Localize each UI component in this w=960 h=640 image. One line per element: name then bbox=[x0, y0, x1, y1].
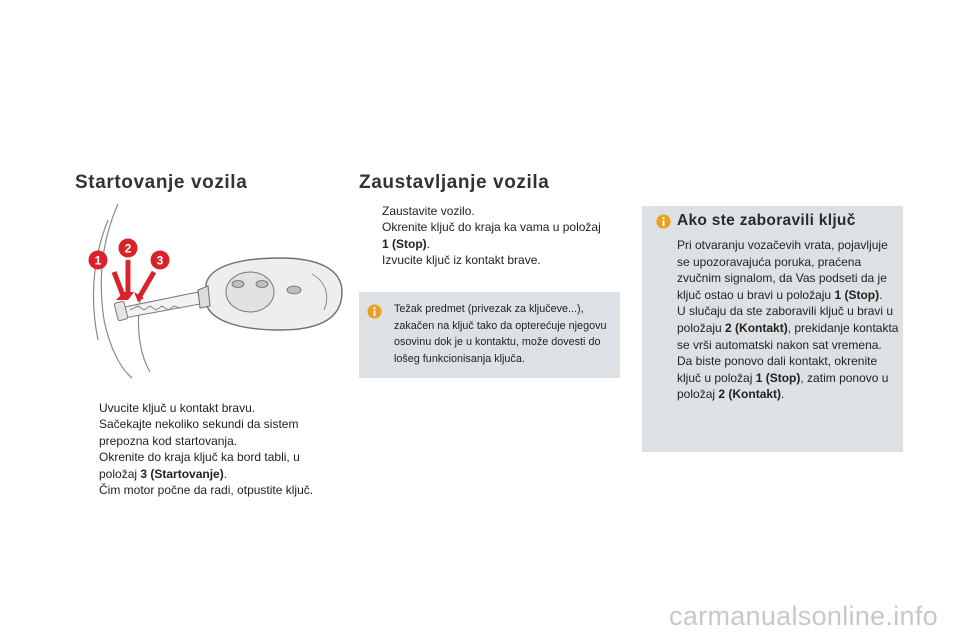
panel-p2-bold: 2 (Kontakt) bbox=[725, 320, 788, 335]
heavy-object-note bbox=[359, 292, 620, 378]
list-item-text-bold: 3 (Startovanje) bbox=[140, 466, 224, 481]
list-item-text: Izvucite ključ iz kontakt brave. bbox=[382, 253, 541, 268]
section-title-stopping: Zaustavljanje vozila bbox=[359, 172, 550, 193]
panel-p3-post: . bbox=[781, 387, 785, 402]
panel-body bbox=[677, 237, 899, 403]
list-item-text: Uvucite ključ u kontakt bravu. Sačekajte nekoliko sekundi da sistem prepozna kod startovanja. bbox=[99, 401, 299, 448]
panel-p3-bold: 1 (Stop) bbox=[755, 370, 801, 385]
panel-p1-post: . bbox=[879, 287, 883, 302]
list-item-text: Čim motor počne da radi, otpustite ključ. bbox=[99, 483, 314, 498]
panel-p3-bold2: 2 (Kontakt) bbox=[718, 387, 782, 402]
list-item bbox=[76, 400, 326, 449]
key-ignition-illustration bbox=[80, 200, 350, 380]
forgotten-key-panel bbox=[642, 206, 903, 452]
step-label-2: 2 bbox=[124, 241, 132, 256]
info-icon bbox=[656, 214, 671, 229]
list-item-text-bold: 1 (Stop) bbox=[382, 236, 427, 251]
list-item bbox=[359, 252, 609, 268]
list-item bbox=[359, 219, 609, 252]
list-item-text: Zaustavite vozilo. bbox=[382, 204, 475, 218]
arrow-step-3 bbox=[134, 251, 170, 303]
list-item bbox=[76, 482, 326, 498]
panel-p1-pre: Pri otvaranju vozačevih vrata, pojavljuje se upozoravajuća poruka, praćena zvučnim signalom, da Vas podseti da je ključ ostao u bravi u položaju bbox=[677, 238, 888, 302]
section-title-starting: Startovanje vozila bbox=[75, 172, 248, 193]
info-icon bbox=[367, 304, 382, 319]
panel-title: Ako ste zaboravili ključ bbox=[677, 212, 856, 229]
step-label-3: 3 bbox=[156, 253, 164, 268]
starting-steps-list bbox=[76, 400, 326, 498]
list-item bbox=[76, 449, 326, 482]
panel-p2-pre: U slučaju da ste zaboravili ključ u bravi u položaju bbox=[677, 304, 894, 335]
stopping-steps-list bbox=[359, 203, 609, 269]
note-text: Težak predmet (privezak za ključeve...), zakačen na ključ tako da opterećuje njegovu osovinu dok je u kontaktu, može dovesti do lošeg funkcionisanja ključa. bbox=[394, 303, 607, 365]
remote-key-fob bbox=[198, 258, 342, 330]
site-watermark: carmanualsonline.info bbox=[669, 601, 938, 631]
list-item-text-pre: Okrenite do kraja ključ ka bord tabli, u položaj bbox=[99, 450, 300, 481]
step-label-1: 1 bbox=[94, 253, 102, 268]
panel-p1-bold: 1 (Stop) bbox=[834, 287, 880, 302]
panel-p2-post: , prekidanje kontakta se vrši automatski nakon sat vremena. bbox=[677, 320, 899, 352]
panel-p3-pre: Da biste ponovo dali kontakt, okrenite ključ u položaj bbox=[677, 354, 878, 385]
panel-p3-mid: , zatim ponovo u položaj bbox=[677, 370, 889, 402]
list-item-text-pre: Okrenite ključ do kraja ka vama u položaj bbox=[382, 220, 601, 235]
list-item-text-post: . bbox=[223, 466, 228, 481]
list-item bbox=[359, 203, 609, 219]
list-item-text-post: . bbox=[426, 236, 431, 251]
